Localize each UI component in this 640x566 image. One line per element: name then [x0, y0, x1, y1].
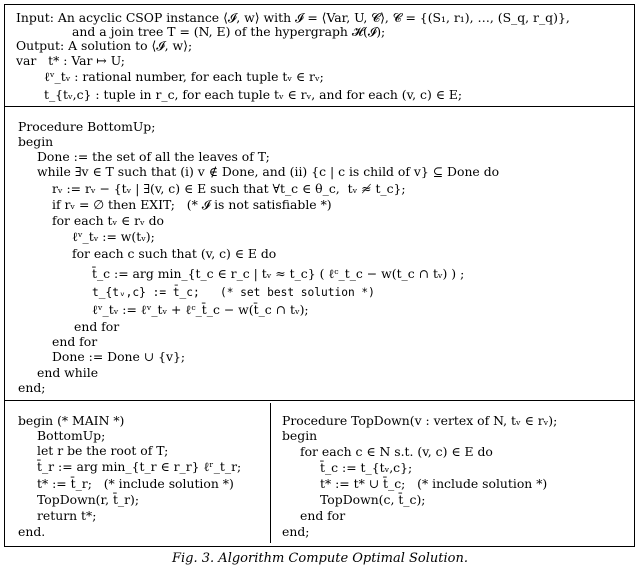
separator-1 [4, 106, 635, 107]
tuple-declaration: t_{tᵥ,c} : tuple in r_c, for each tuple tᵥ ∈ rᵥ, and for each (v, c) ∈ E; [44, 87, 463, 102]
main-line: return t*; [37, 508, 97, 523]
bottomup-header: Procedure BottomUp; [18, 119, 156, 134]
main-line: end. [18, 524, 46, 539]
join-tree-line: and a join tree T = (N, E) of the hypergraph 𝓗(𝓘); [72, 24, 386, 39]
topdown-line: TopDown(c, t̄_c); [320, 492, 426, 507]
bottomup-line: Done := the set of all the leaves of T; [37, 149, 270, 164]
bottomup-line: end while [37, 365, 99, 380]
main-line: t* := t̄_r; (* include solution *) [37, 476, 234, 491]
bottomup-line: ℓᵛ_tᵥ := ℓᵛ_tᵥ + ℓᶜ_t̄_c − w(t̄_c ∩ tᵥ); [92, 302, 309, 317]
output-line: Output: A solution to ⟨𝓘, w⟩; [16, 38, 193, 53]
main-line: TopDown(r, t̄_r); [37, 492, 140, 507]
bottomup-line: for each tᵥ ∈ rᵥ do [52, 213, 164, 228]
bottomup-line: end for [74, 319, 120, 334]
bottomup-line: rᵥ := rᵥ − {tᵥ | ∃(v, c) ∈ E such that ∀t_c ∈ θ_c, tᵥ ≉ t_c}; [52, 181, 406, 196]
bottomup-line: ℓᵛ_tᵥ := w(tᵥ); [72, 229, 155, 244]
bottomup-begin: begin [18, 134, 54, 149]
main-line: let r be the root of T; [37, 443, 169, 458]
topdown-line: t* := t* ∪ t̄_c; (* include solution *) [320, 476, 548, 491]
bottomup-line: t̄_c := arg min_{t_c ∈ r_c | tᵥ ≈ t_c} ( ℓᶜ_t_c − w(t_c ∩ tᵥ) ) ; [92, 266, 465, 281]
bottomup-line: for each c such that (v, c) ∈ E do [72, 246, 277, 261]
main-line: BottomUp; [37, 428, 106, 443]
main-line: t̄_r := arg min_{t_r ∈ r_r} ℓʳ_t_r; [37, 459, 242, 474]
topdown-line: for each c ∈ N s.t. (v, c) ∈ E do [300, 444, 493, 459]
topdown-line: t̄_c := t_{tᵥ,c}; [320, 460, 413, 475]
topdown-line: begin [282, 428, 318, 443]
bottomup-line: t_{tᵥ,c} := t̄_c; (* set best solution *) [92, 286, 375, 299]
ell-declaration: ℓᵛ_tᵥ : rational number, for each tuple tᵥ ∈ rᵥ; [44, 69, 324, 84]
var-line: var t* : Var ↦ U; [16, 53, 125, 68]
bottomup-line: end; [18, 380, 46, 395]
bottomup-line: Done := Done ∪ {v}; [52, 349, 186, 364]
separator-2 [4, 400, 635, 401]
column-divider [270, 403, 271, 543]
bottomup-line: end for [52, 334, 98, 349]
bottomup-line: if rᵥ = ∅ then EXIT; (* 𝓘 is not satisfiable *) [52, 197, 332, 212]
figure-caption: Fig. 3. Algorithm Compute Optimal Solution. [172, 551, 468, 566]
input-line: Input: An acyclic CSOP instance ⟨𝓘, w⟩ with 𝓘 = ⟨Var, U, 𝓒⟩, 𝓒 = {(S₁, r₁), …, (S_q, r_q)}, [16, 10, 570, 25]
main-line: begin (* MAIN *) [18, 413, 125, 428]
topdown-line: end; [282, 524, 310, 539]
topdown-line: Procedure TopDown(v : vertex of N, tᵥ ∈ rᵥ); [282, 413, 558, 428]
bottomup-line: while ∃v ∈ T such that (i) v ∉ Done, and (ii) {c | c is child of v} ⊆ Done do [37, 164, 500, 179]
topdown-line: end for [300, 508, 346, 523]
